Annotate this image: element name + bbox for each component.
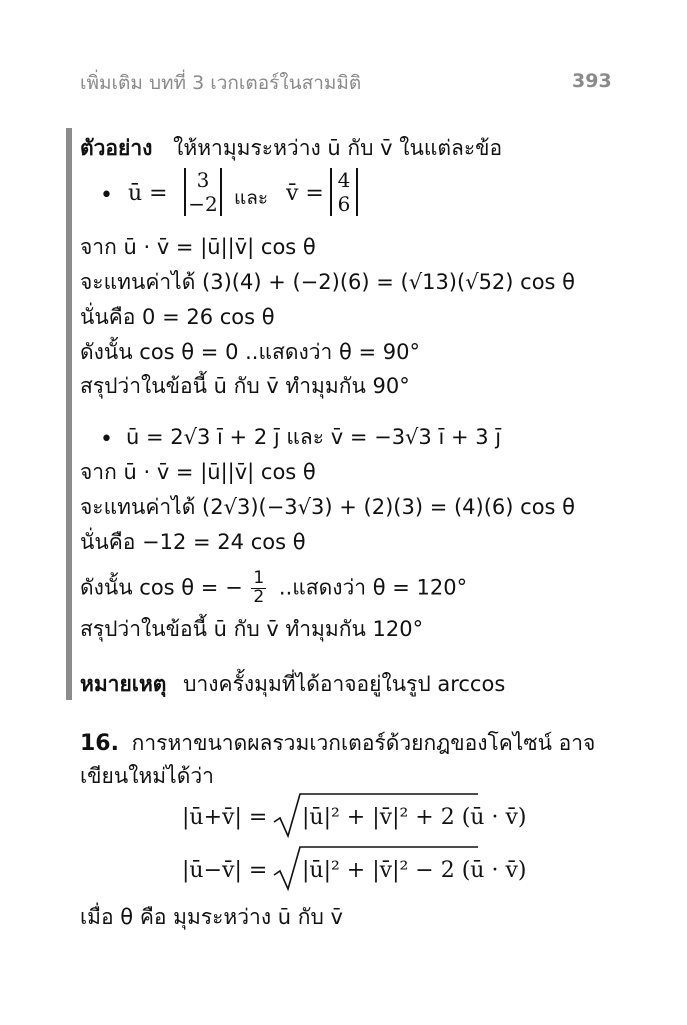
page-header-title: เพิ่มเติม บทที่ 3 เวกเตอร์ในสามมิติ [80,72,362,94]
item1-substitute: จะแทนค่าได้ (3)(4) + (−2)(6) = (√13)(√52) cos θ [80,270,576,294]
example-heading-line [80,136,502,161]
item2-from: จาก ū · v̄ = |ū||v̄| cos θ [80,460,316,484]
item16-footer: เมื่อ θ คือ มุมระหว่าง ū กับ v̄ [80,905,343,929]
note-line [80,672,505,697]
bullet-2: • [100,427,113,452]
item16-line1 [80,731,595,757]
v-matrix [330,168,358,216]
formula1-right: |ū|² + |v̄|² + 2 (ū · v̄) [302,805,527,830]
item1-means: นั่นคือ 0 = 26 cos θ [80,305,275,329]
item1-so: ดังนั้น cos θ = 0 ..แสดงว่า θ = 90° [80,340,420,364]
example-intro: ให้หามุมระหว่าง ū กับ v̄ ในแต่ละข้อ [173,136,503,160]
bullet-1: • [100,183,113,208]
page-number: 393 [572,70,612,92]
item16-number: 16. [80,731,119,756]
formula1-left: |ū+v̄| = [182,805,268,830]
fraction-numerator: 1 [253,568,265,588]
note-text: บางครั้งมุมที่ได้อาจอยู่ในรูป arccos [183,672,506,696]
v-matrix-row-1: 4 [337,168,351,192]
formula2-left: |ū−v̄| = [182,858,268,883]
item2-so-end: ..แสดงว่า θ = 120° [278,575,468,600]
item2-so-start: ดังนั้น cos θ = − [80,575,243,600]
item1-conclusion: สรุปว่าในข้อนี้ ū กับ v̄ ทำมุมกัน 90° [80,374,410,398]
u-matrix-row-2: −2 [188,192,218,216]
v-label-1: v̄ = [286,181,324,206]
and-word-1: และ [234,187,269,209]
item2-substitute: จะแทนค่าได้ (2√3)(−3√3) + (2)(3) = (4)(6) cos θ [80,495,576,519]
item1-from: จาก ū · v̄ = |ū||v̄| cos θ [80,235,316,259]
item2-conclusion: สรุปว่าในข้อนี้ ū กับ v̄ ทำมุมกัน 120° [80,617,424,641]
item2-so [80,570,467,607]
note-heading: หมายเหตุ [80,672,167,696]
example-heading: ตัวอย่าง [80,136,153,160]
item16-line2: เขียนใหม่ได้ว่า [80,764,214,788]
u-matrix-row-1: 3 [196,168,210,192]
item2-vectors: ū = 2√3 ī + 2 j̄ และ v̄ = −3√3 ī + 3 j̄ [126,425,502,449]
item16-text1: การหาขนาดผลรวมเวกเตอร์ด้วยกฎของโคไซน์ อาจ [131,731,596,755]
item2-means: นั่นคือ −12 = 24 cos θ [80,530,306,554]
formula2-right: |ū|² + |v̄|² − 2 (ū · v̄) [302,858,527,883]
u-label-1: ū = [128,181,168,206]
fraction-one-half [251,570,266,607]
u-matrix [184,168,222,216]
example-side-bar [66,128,72,700]
fraction-denominator: 2 [253,586,265,607]
v-matrix-row-2: 6 [337,192,351,216]
